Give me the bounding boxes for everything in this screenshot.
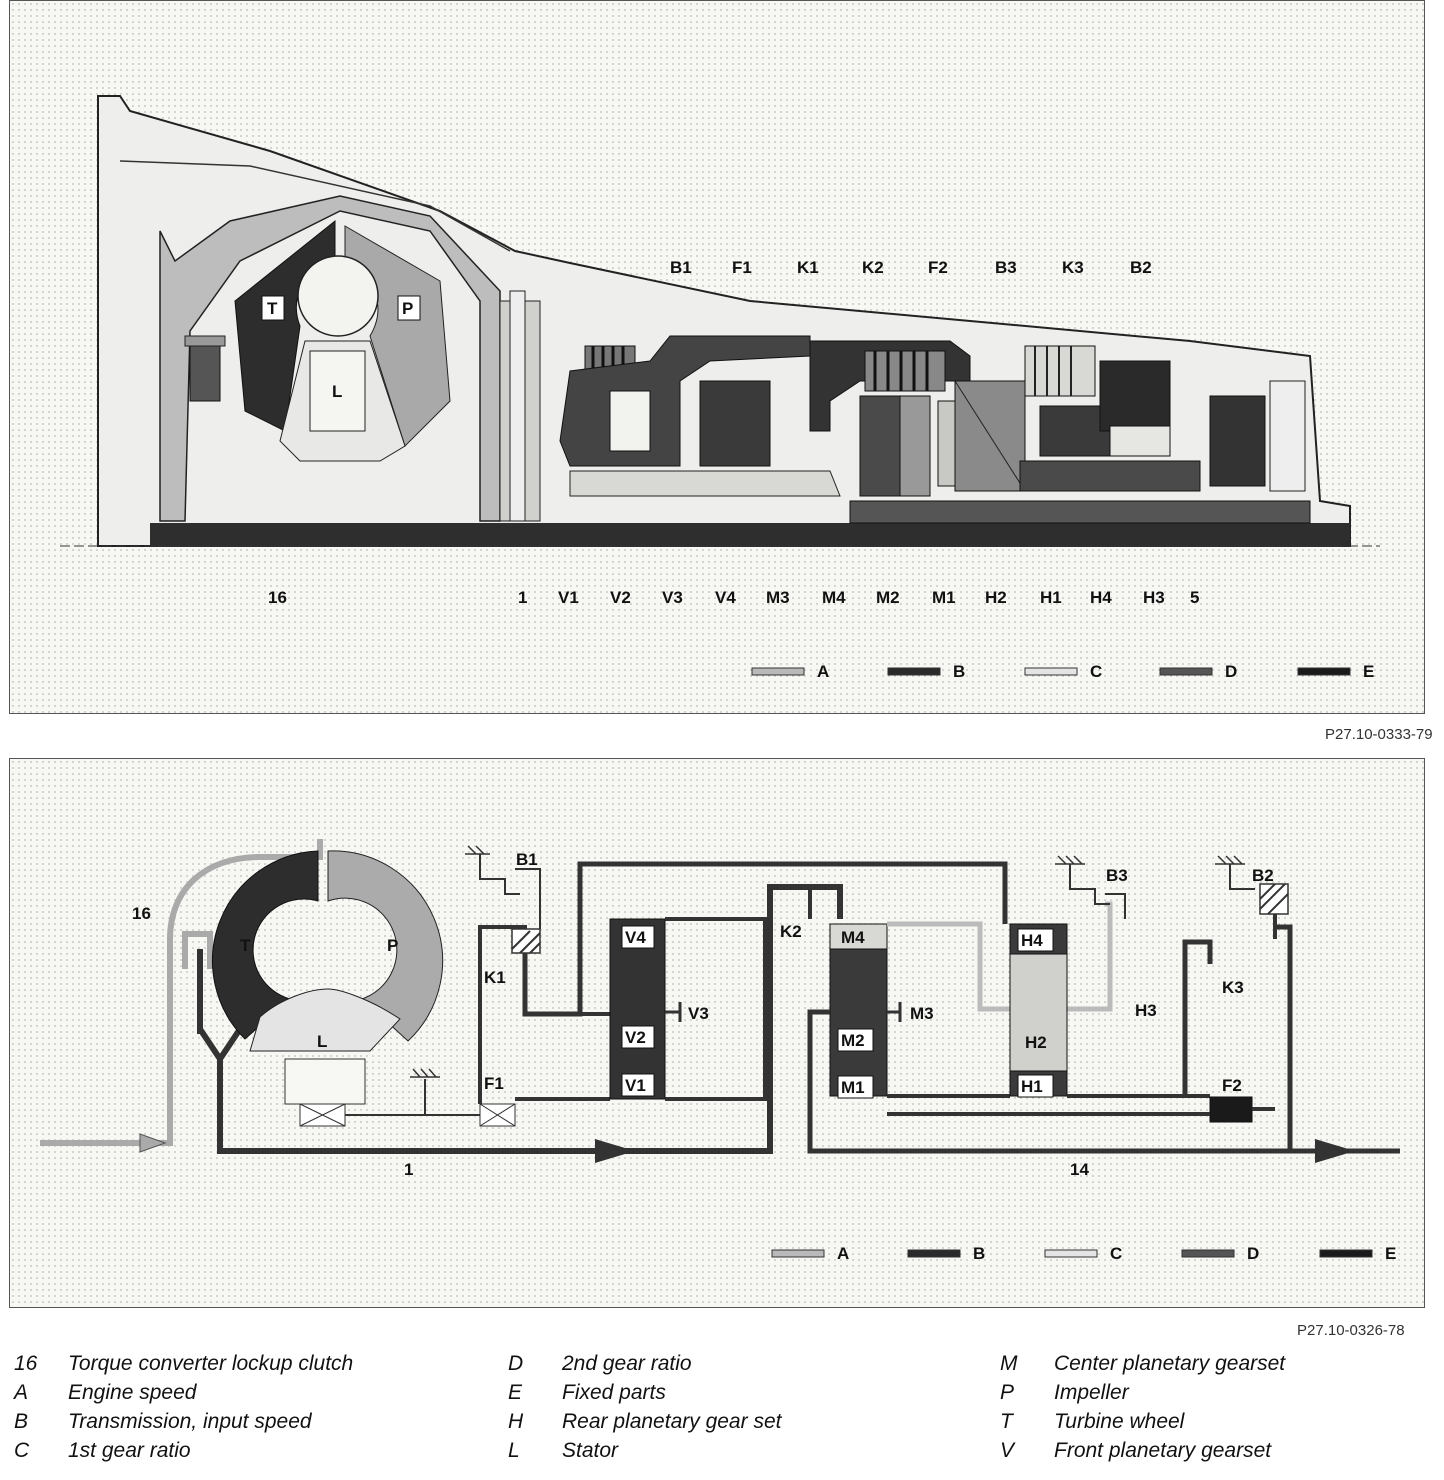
h4-label: H4	[1021, 931, 1043, 950]
v4-label: V4	[625, 928, 646, 947]
callout-m2: M2	[876, 588, 900, 607]
legend-label-b: B	[953, 662, 966, 681]
key-symbol: A	[14, 1381, 29, 1404]
v2-label: V2	[625, 1028, 646, 1047]
legend-label-c: C	[1110, 1244, 1123, 1263]
figure-code-top: P27.10-0333-79	[1325, 726, 1433, 743]
h3-label: H3	[1135, 1001, 1157, 1020]
key-symbol: D	[508, 1352, 524, 1375]
turbine-label-bottom: T	[240, 936, 251, 955]
callout-v1: V1	[558, 588, 579, 607]
impeller-label: P	[402, 299, 414, 318]
key-description: Engine speed	[68, 1381, 197, 1404]
cross-section-drawing	[10, 1, 1424, 713]
key-symbol: 16	[14, 1352, 38, 1375]
key-symbol: H	[508, 1410, 524, 1433]
key-symbol: L	[508, 1439, 520, 1462]
callout-16: 16	[268, 588, 287, 607]
legend-top	[752, 662, 1374, 681]
stator-label: L	[332, 382, 343, 401]
callout-h3: H3	[1143, 588, 1165, 607]
key-description: Front planetary gearset	[1054, 1439, 1272, 1462]
callout-k1: K1	[797, 258, 819, 277]
callout-m3: M3	[766, 588, 790, 607]
lower-callouts	[268, 588, 1199, 607]
upper-callouts	[670, 258, 1152, 277]
callout-f1: F1	[732, 258, 752, 277]
key-description: Impeller	[1054, 1381, 1129, 1404]
callout-m4: M4	[822, 588, 846, 607]
key-description: Turbine wheel	[1054, 1410, 1185, 1433]
callout-h4: H4	[1090, 588, 1112, 607]
legend-label-c: C	[1090, 662, 1103, 681]
cross-section-panel	[9, 0, 1425, 714]
key-symbol: P	[1000, 1381, 1015, 1404]
key-description: Transmission, input speed	[68, 1410, 312, 1433]
legend-swatch-c	[1025, 668, 1077, 675]
schematic-drawing	[10, 759, 1424, 1307]
legend-label-e: E	[1363, 662, 1375, 681]
legend-label-d: D	[1225, 662, 1238, 681]
callout-b2: B2	[1130, 258, 1152, 277]
callout-b1: B1	[670, 258, 692, 277]
callout-f2: F2	[928, 258, 948, 277]
impeller-label-bottom: P	[387, 936, 399, 955]
m2-label: M2	[841, 1031, 865, 1050]
key-description: Fixed parts	[562, 1381, 666, 1404]
k2-label: K2	[780, 922, 802, 941]
key-description: Torque converter lockup clutch	[68, 1352, 354, 1375]
key-symbol: B	[14, 1410, 29, 1433]
b2-label: B2	[1252, 866, 1274, 885]
key-description: Center planetary gearset	[1054, 1352, 1286, 1375]
callout-h1: H1	[1040, 588, 1062, 607]
stator-label-bottom: L	[317, 1032, 328, 1051]
key-symbol: T	[1000, 1410, 1013, 1433]
schematic-panel	[9, 758, 1425, 1308]
callout-b3: B3	[995, 258, 1017, 277]
callout-v2: V2	[610, 588, 631, 607]
f1-label: F1	[484, 1074, 504, 1093]
legend-swatch-d	[1160, 668, 1212, 675]
legend-label-d: D	[1247, 1244, 1260, 1263]
h2-label: H2	[1025, 1033, 1047, 1052]
key-symbol: V	[1000, 1439, 1015, 1462]
key-description: Stator	[562, 1439, 619, 1462]
legend-swatch-a	[772, 1250, 824, 1257]
key-symbol: C	[14, 1439, 30, 1462]
legend-label-a: A	[817, 662, 830, 681]
legend-swatch-b	[888, 668, 940, 675]
input-shaft-label: 1	[404, 1160, 414, 1179]
figure-code-bottom: P27.10-0326-78	[1297, 1322, 1405, 1339]
legend-label-b: B	[973, 1244, 986, 1263]
v3-label: V3	[688, 1004, 709, 1023]
key-symbol: E	[508, 1381, 523, 1404]
legend-swatch-e	[1320, 1250, 1372, 1257]
callout-m1: M1	[932, 588, 956, 607]
legend-swatch-e	[1298, 668, 1350, 675]
turbine-label: T	[267, 299, 278, 318]
key-description: Rear planetary gear set	[562, 1410, 782, 1433]
callout-1: 1	[518, 588, 528, 607]
m1-label: M1	[841, 1078, 865, 1097]
v1-label: V1	[625, 1076, 646, 1095]
output-shaft-label: 14	[1070, 1160, 1089, 1179]
lockup-label: 16	[132, 904, 151, 923]
key-description: 1st gear ratio	[68, 1439, 191, 1462]
callout-k2: K2	[862, 258, 884, 277]
callout-v3: V3	[662, 588, 683, 607]
callout-v4: V4	[715, 588, 736, 607]
k3-label: K3	[1222, 978, 1244, 997]
callout-h2: H2	[985, 588, 1007, 607]
f2-label: F2	[1222, 1076, 1242, 1095]
legend-swatch-d	[1182, 1250, 1234, 1257]
legend-swatch-c	[1045, 1250, 1097, 1257]
legend-swatch-a	[752, 668, 804, 675]
key-symbol: M	[1000, 1352, 1018, 1375]
b3-label: B3	[1106, 866, 1128, 885]
m3-label: M3	[910, 1004, 934, 1023]
b1-label: B1	[516, 850, 538, 869]
legend-label-a: A	[837, 1244, 850, 1263]
callout-5: 5	[1190, 588, 1200, 607]
h1-label: H1	[1021, 1077, 1043, 1096]
key-description: 2nd gear ratio	[562, 1352, 692, 1375]
legend-swatch-b	[908, 1250, 960, 1257]
k1-label: K1	[484, 968, 506, 987]
m4-label: M4	[841, 928, 865, 947]
main-shaft	[150, 523, 1350, 547]
legend-bottom	[772, 1244, 1396, 1263]
key-list	[0, 1348, 1444, 1478]
legend-label-e: E	[1385, 1244, 1397, 1263]
callout-k3: K3	[1062, 258, 1084, 277]
